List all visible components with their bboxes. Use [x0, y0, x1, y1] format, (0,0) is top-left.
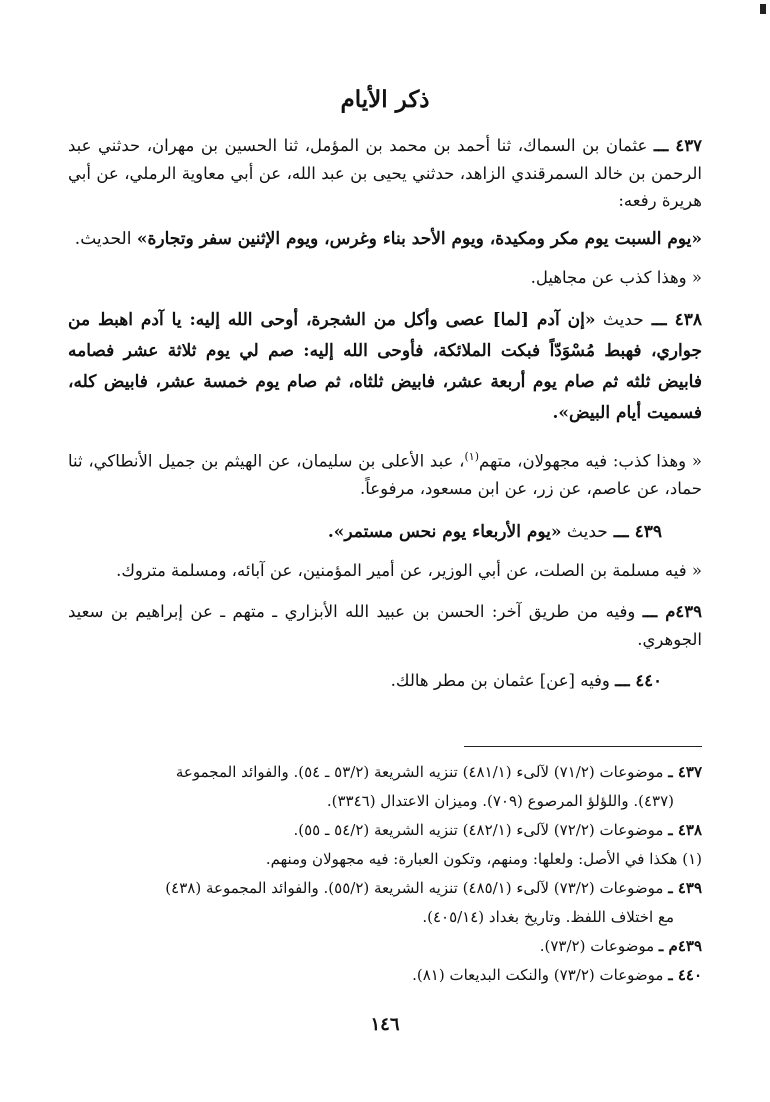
note-number: ٤٣٩ ـ — [668, 879, 702, 897]
note-439-cont: مع اختلاف اللفظ. وتاريخ بغداد (٤٠٥/١٤). — [422, 908, 674, 926]
hadith-text: «إن آدم [لما] عصى وأكل من الشجرة، أوحى الله إليه: يا آدم اهبط من جواري، فهبط مُسْوَدّاً فبكت الملائكة، فأوحى الله إليه: صم لي يوم ثلاثة عشر فصامه فابيض ثلثه ثم صام يوم أربعة عشر، فابيض ثلثاه، ثم صام يوم خمسة عشر، فابيض كله، فسميت أيام البيض». — [68, 310, 702, 423]
note-439m — [68, 932, 702, 961]
isnad-text: عثمان بن السماك، ثنا أحمد بن محمد بن المؤمل، ثنا الحسين بن مهران، حدثني عبد الرحمن بن خالد السمرقندي الزاهد، حدثني يحيى بن عبد الله، عن أبي معاوية الرملي، عن أبي هريرة رفعه: — [68, 136, 702, 210]
entry-number: ٤٣٨ ـــ — [651, 310, 702, 330]
entry-438 — [68, 305, 702, 429]
note-438 — [68, 816, 702, 845]
hadith-tail: الحديث. — [74, 228, 137, 249]
hadith-text: «يوم السبت يوم مكر ومكيدة، ويوم الأحد بناء وغرس، ويوم الإثنين سفر وتجارة» — [136, 228, 702, 249]
entry-text: وفيه [عن] عثمان بن مطر هالك. — [390, 671, 610, 690]
comment-text: « وهذا كذب: فيه مجهولان، متهم — [479, 451, 702, 471]
hadith-text: «يوم الأربعاء يوم نحس مستمر». — [327, 521, 562, 542]
footnote-1: (١) هكذا في الأصل: ولعلها: ومنهم، وتكون العبارة: فيه مجهولان ومنهم. — [265, 850, 702, 868]
note-number: ٤٣٩م ـ — [658, 937, 702, 955]
entry-440 — [68, 667, 702, 695]
note-number: ٤٤٠ ـ — [668, 966, 702, 984]
entry-text: وفيه من طريق آخر: الحسن بن عبيد الله الأبزاري ـ متهم ـ عن إبراهيم بن سعيد الجوهري. — [68, 602, 702, 649]
entry-439 — [68, 517, 702, 548]
hadith-437 — [68, 224, 702, 255]
scan-corner-mark — [760, 4, 766, 14]
page-number: ١٤٦ — [370, 1014, 400, 1035]
comment-437: « وهذا كذب عن مجاهيل. — [530, 267, 702, 287]
comment-438 — [68, 443, 702, 503]
note-437 — [68, 758, 702, 787]
footnote-divider — [464, 746, 702, 747]
entry-number: ٤٤٠ ـــ — [615, 671, 662, 690]
note-437-cont: (٤٣٧). واللؤلؤ المرصوع (٧٠٩). وميزان الاعتدال (٣٣٤٦). — [326, 792, 674, 810]
note-number: ٤٣٨ ـ — [668, 821, 702, 839]
main-text — [68, 132, 702, 695]
comment-text-cont: ، عبد الأعلى بن سليمان، عن الهيثم بن جميل الأنطاكي، ثنا حماد، عن عاصم، عن زر، عن ابن مسعود، مرفوعاً. — [68, 451, 702, 498]
footnote-ref: (١) — [464, 450, 479, 463]
footnotes — [68, 758, 702, 990]
lead-text: حديث — [561, 521, 608, 542]
note-text: موضوعات (٧٣/٢). — [539, 937, 655, 955]
comment-439: « فيه مسلمة بن الصلت، عن أبي الوزير، عن أمير المؤمنين، عن آبائه، ومسلمة متروك. — [116, 560, 702, 580]
note-text: موضوعات (٧١/٢) لآلىء (٤٨١/١) تنزيه الشريعة (٥٣/٢ ـ ٥٤). والفوائد المجموعة — [175, 763, 664, 781]
page-title: ذكر الأيام — [340, 86, 430, 113]
note-text: موضوعات (٧٣/٢) والنكت البديعات (٨١). — [412, 966, 664, 984]
note-text: موضوعات (٧٣/٢) لآلىء (٤٨٥/١) تنزيه الشريعة (٥٥/٢). والفوائد المجموعة (٤٣٨) — [165, 879, 664, 897]
note-439 — [68, 874, 702, 903]
note-440 — [68, 961, 702, 990]
entry-number: ٤٣٧ ـــ — [653, 136, 703, 155]
entry-437 — [68, 132, 702, 215]
note-number: ٤٣٧ ـ — [668, 763, 702, 781]
entry-439m — [68, 598, 702, 653]
entry-number: ٤٣٩ ـــ — [613, 521, 662, 542]
note-text: موضوعات (٧٢/٢) لآلىء (٤٨٢/١) تنزيه الشريعة (٥٤/٢ ـ ٥٥). — [293, 821, 664, 839]
lead-text: حديث — [595, 310, 644, 330]
entry-number: ٤٣٩م ـــ — [642, 602, 703, 621]
